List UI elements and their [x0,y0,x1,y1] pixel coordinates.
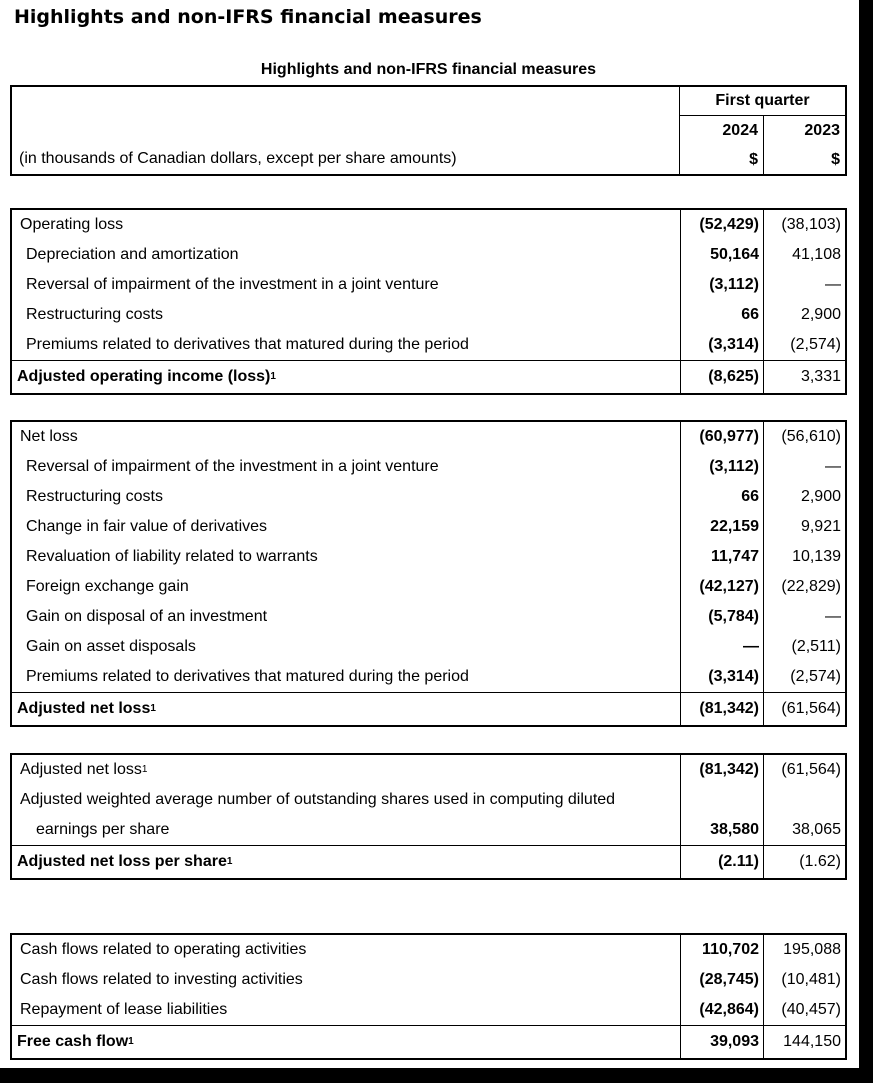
year-2023-header: 2023 [763,116,845,146]
table-header [10,85,847,176]
value-2024: 66 [680,300,763,330]
value-2024: 66 [680,482,763,512]
value-2023: (1.62) [763,846,845,878]
units-note: (in thousands of Canadian dollars, except per share amounts) [12,87,680,174]
row-label: Change in fair value of derivatives [26,518,268,535]
value-2023: — [763,452,845,482]
row-label: Cash flows related to investing activities [20,971,303,988]
value-2023: 2,900 [763,482,845,512]
value-2023: — [763,602,845,632]
row-label: Cash flows related to operating activities [20,941,307,958]
table-row [12,542,845,572]
table-title: Highlights and non-IFRS financial measures [260,61,597,78]
value-2024: (3,314) [680,330,763,360]
table-row [12,785,845,845]
table-row [12,482,845,512]
row-label: Adjusted operating income (loss) 1 [17,368,276,385]
table-row [12,602,845,632]
adjusted-net-loss-table [10,420,847,727]
currency-2024-header: $ [749,151,758,168]
value-2023: (10,481) [763,965,845,995]
row-label: Repayment of lease liabilities [20,1001,228,1018]
value-2024: 38,580 [680,785,763,845]
row-label: Free cash flow 1 [17,1033,134,1050]
row-label: Revaluation of liability related to warrants [26,548,318,565]
value-2023: (2,574) [763,662,845,692]
value-2023: (2,511) [763,632,845,662]
value-2024: (8,625) [680,361,763,393]
table-total-row [12,692,845,725]
value-2023: 144,150 [763,1026,845,1058]
value-2024: 39,093 [680,1026,763,1058]
value-2023: (40,457) [763,995,845,1025]
value-2023: (61,564) [763,755,845,785]
page-title: Highlights and non-IFRS financial measures [14,6,482,28]
table-row [12,240,845,270]
value-2024: (52,429) [680,210,763,240]
row-label: Premiums related to derivatives that matured during the period [26,336,469,353]
table-row [12,965,845,995]
value-2024: (28,745) [680,965,763,995]
adjusted-operating-income-table [10,208,847,395]
free-cash-flow-table [10,933,847,1060]
value-2023: 195,088 [763,935,845,965]
value-2024: (3,314) [680,662,763,692]
table-row [12,755,845,785]
value-2024: 11,747 [680,542,763,572]
row-label: Adjusted weighted average number of outstanding shares used in computing diluted earnings per share [20,791,616,838]
table-row [12,662,845,692]
year-2024-header: 2024 [722,122,758,139]
row-label: Adjusted net loss per share 1 [17,853,233,870]
value-2023: 2,900 [763,300,845,330]
value-2023: — [763,270,845,300]
value-2024: (60,977) [680,422,763,452]
row-label: Depreciation and amortization [26,246,239,263]
value-2023: 3,331 [763,361,845,393]
row-label: Restructuring costs [26,488,163,505]
table-row [12,452,845,482]
value-2024: (42,864) [680,995,763,1025]
value-2023: (61,564) [763,693,845,725]
value-2024: (2.11) [680,846,763,878]
value-2024: (81,342) [680,693,763,725]
row-label: Reversal of impairment of the investment in a joint venture [26,276,439,293]
value-2024: (5,784) [680,602,763,632]
value-2023: (2,574) [763,330,845,360]
value-2023: (56,610) [763,422,845,452]
table-row [12,572,845,602]
table-row [12,330,845,360]
value-2023: 38,065 [763,785,845,845]
table-row [12,210,845,240]
scan-artifact-right-bar [859,0,873,1083]
table-total-row [12,360,845,393]
value-2024: 110,702 [680,935,763,965]
value-2023: 41,108 [763,240,845,270]
value-2024: (3,112) [680,270,763,300]
value-2024: (42,127) [680,572,763,602]
table-total-row [12,1025,845,1058]
value-2023: (38,103) [763,210,845,240]
value-2024: 50,164 [680,240,763,270]
period-header: First quarter [680,87,845,116]
row-label: Gain on disposal of an investment [26,608,268,625]
table-row [12,512,845,542]
row-label: Gain on asset disposals [26,638,196,655]
row-label: Adjusted net loss 1 [20,761,148,778]
row-label: Adjusted net loss 1 [17,700,156,717]
table-row [12,270,845,300]
value-2024: (3,112) [680,452,763,482]
value-2024: (81,342) [680,755,763,785]
value-2024: 22,159 [680,512,763,542]
adjusted-net-loss-per-share-table [10,753,847,880]
value-2023: 9,921 [763,512,845,542]
row-label: Foreign exchange gain [26,578,189,595]
table-row [12,632,845,662]
row-label: Reversal of impairment of the investment in a joint venture [26,458,439,475]
scan-artifact-bottom-bar [0,1068,873,1083]
table-row [12,300,845,330]
row-label: Premiums related to derivatives that matured during the period [26,668,469,685]
value-2023: 10,139 [763,542,845,572]
table-row [12,422,845,452]
row-label: Restructuring costs [26,306,163,323]
currency-2023-header: $ [763,146,845,174]
table-total-row [12,845,845,878]
value-2023: (22,829) [763,572,845,602]
row-label: Operating loss [20,216,124,233]
table-row [12,995,845,1025]
row-label: Net loss [20,428,78,445]
value-2024: — [680,632,763,662]
table-row [12,935,845,965]
